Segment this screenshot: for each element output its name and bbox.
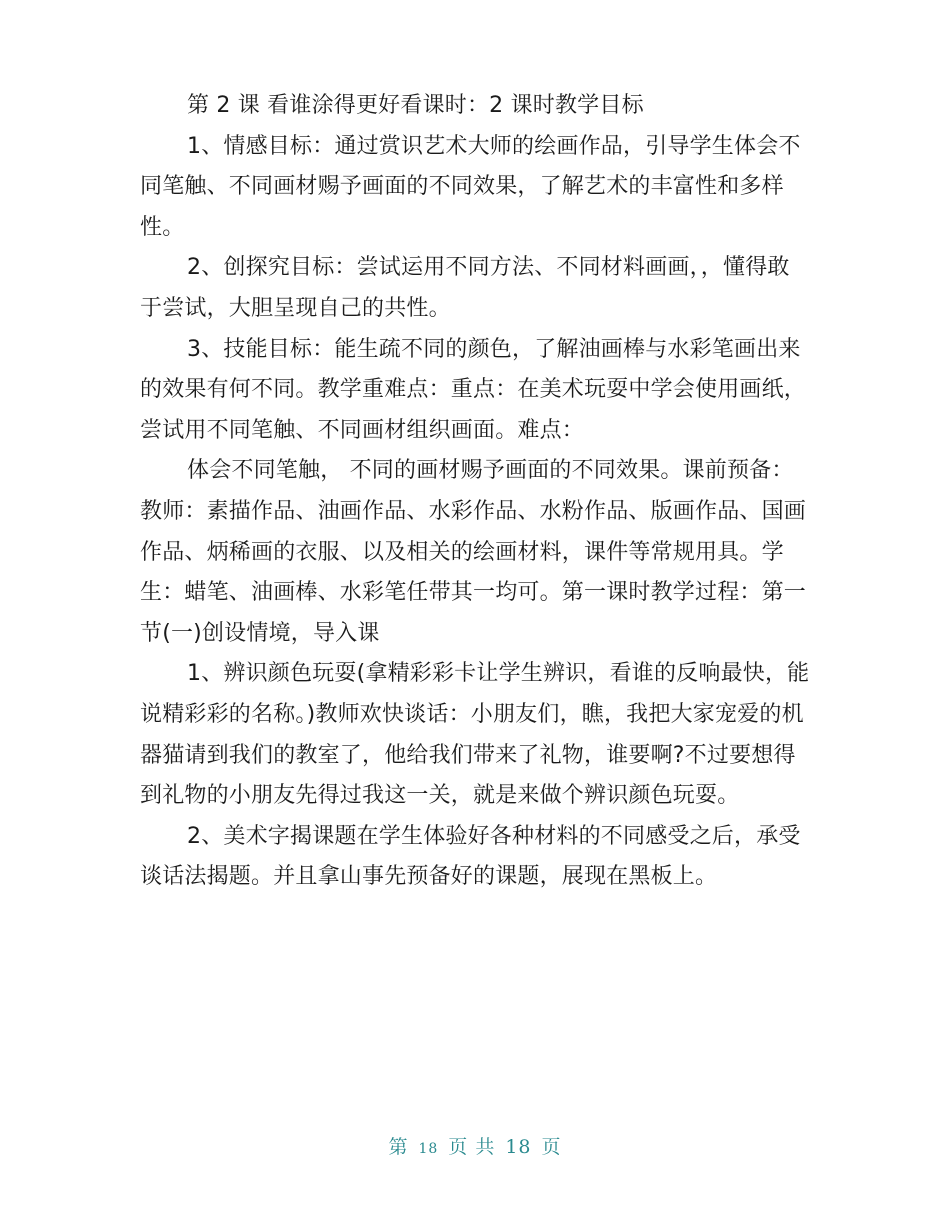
document-body xyxy=(140,86,810,898)
emotion-goal-paragraph: 1、情感目标：通过赏识艺术大师的绘画作品，引导学生体会不同笔触、不同画材赐予画面的不同效果，了解艺术的丰富性和多样性。 xyxy=(140,133,801,240)
footer-prefix: 第 xyxy=(388,1136,409,1158)
footer-current-page: 18 xyxy=(418,1141,439,1157)
color-game-paragraph: 1、辨识颜色玩耍(拿精彩彩卡让学生辨识，看谁的反响最快，能说精彩彩的名称。)教师欢快谈话：小朋友们，瞧，我把大家宠爱的机器猫请到我们的教室了，他给我们带来了礼物，谁要啊?不过要想得到礼物的小朋友先得过我这一关，就是来做个辨识颜色玩耍。 xyxy=(140,661,810,809)
footer-suffix: 页 xyxy=(541,1136,562,1158)
skill-goal-paragraph: 3、技能目标：能生疏不同的颜色，了解油画棒与水彩笔画出来的效果有何不同。教学重难点：重点：在美术玩耍中学会使用画纸，尝试用不同笔触、不同画材组织画面。难点： xyxy=(140,336,807,443)
footer-total-pages: 18 xyxy=(505,1136,532,1158)
inquiry-goal-paragraph: 2、创探究目标：尝试运用不同方法、不同材料画画，，懂得敢于尝试，大胆呈现自己的共性。 xyxy=(140,255,790,321)
footer-middle: 页 共 xyxy=(448,1136,496,1158)
lesson-title-paragraph: 第 2 课 看谁涂得更好看课时：2 课时教学目标 xyxy=(187,93,644,118)
topic-reveal-paragraph: 2、美术字揭课题在学生体验好各种材料的不同感受之后，承受谈话法揭题。并且拿山事先预备好的课题，展现在黑板上。 xyxy=(140,823,801,890)
preparation-paragraph: 体会不同笔触， 不同的画材赐予画面的不同效果。课前预备：教师：素描作品、油画作品、水彩作品、水粉作品、版画作品、国画作品、炳稀画的衣服、以及相关的绘画材料，课件等常规用具。学生：蜡笔、油画棒、水彩笔任带其一均可。第一课时教学过程：第一节(一)创设情境，导入课 xyxy=(140,458,807,646)
page-footer xyxy=(0,1132,950,1159)
